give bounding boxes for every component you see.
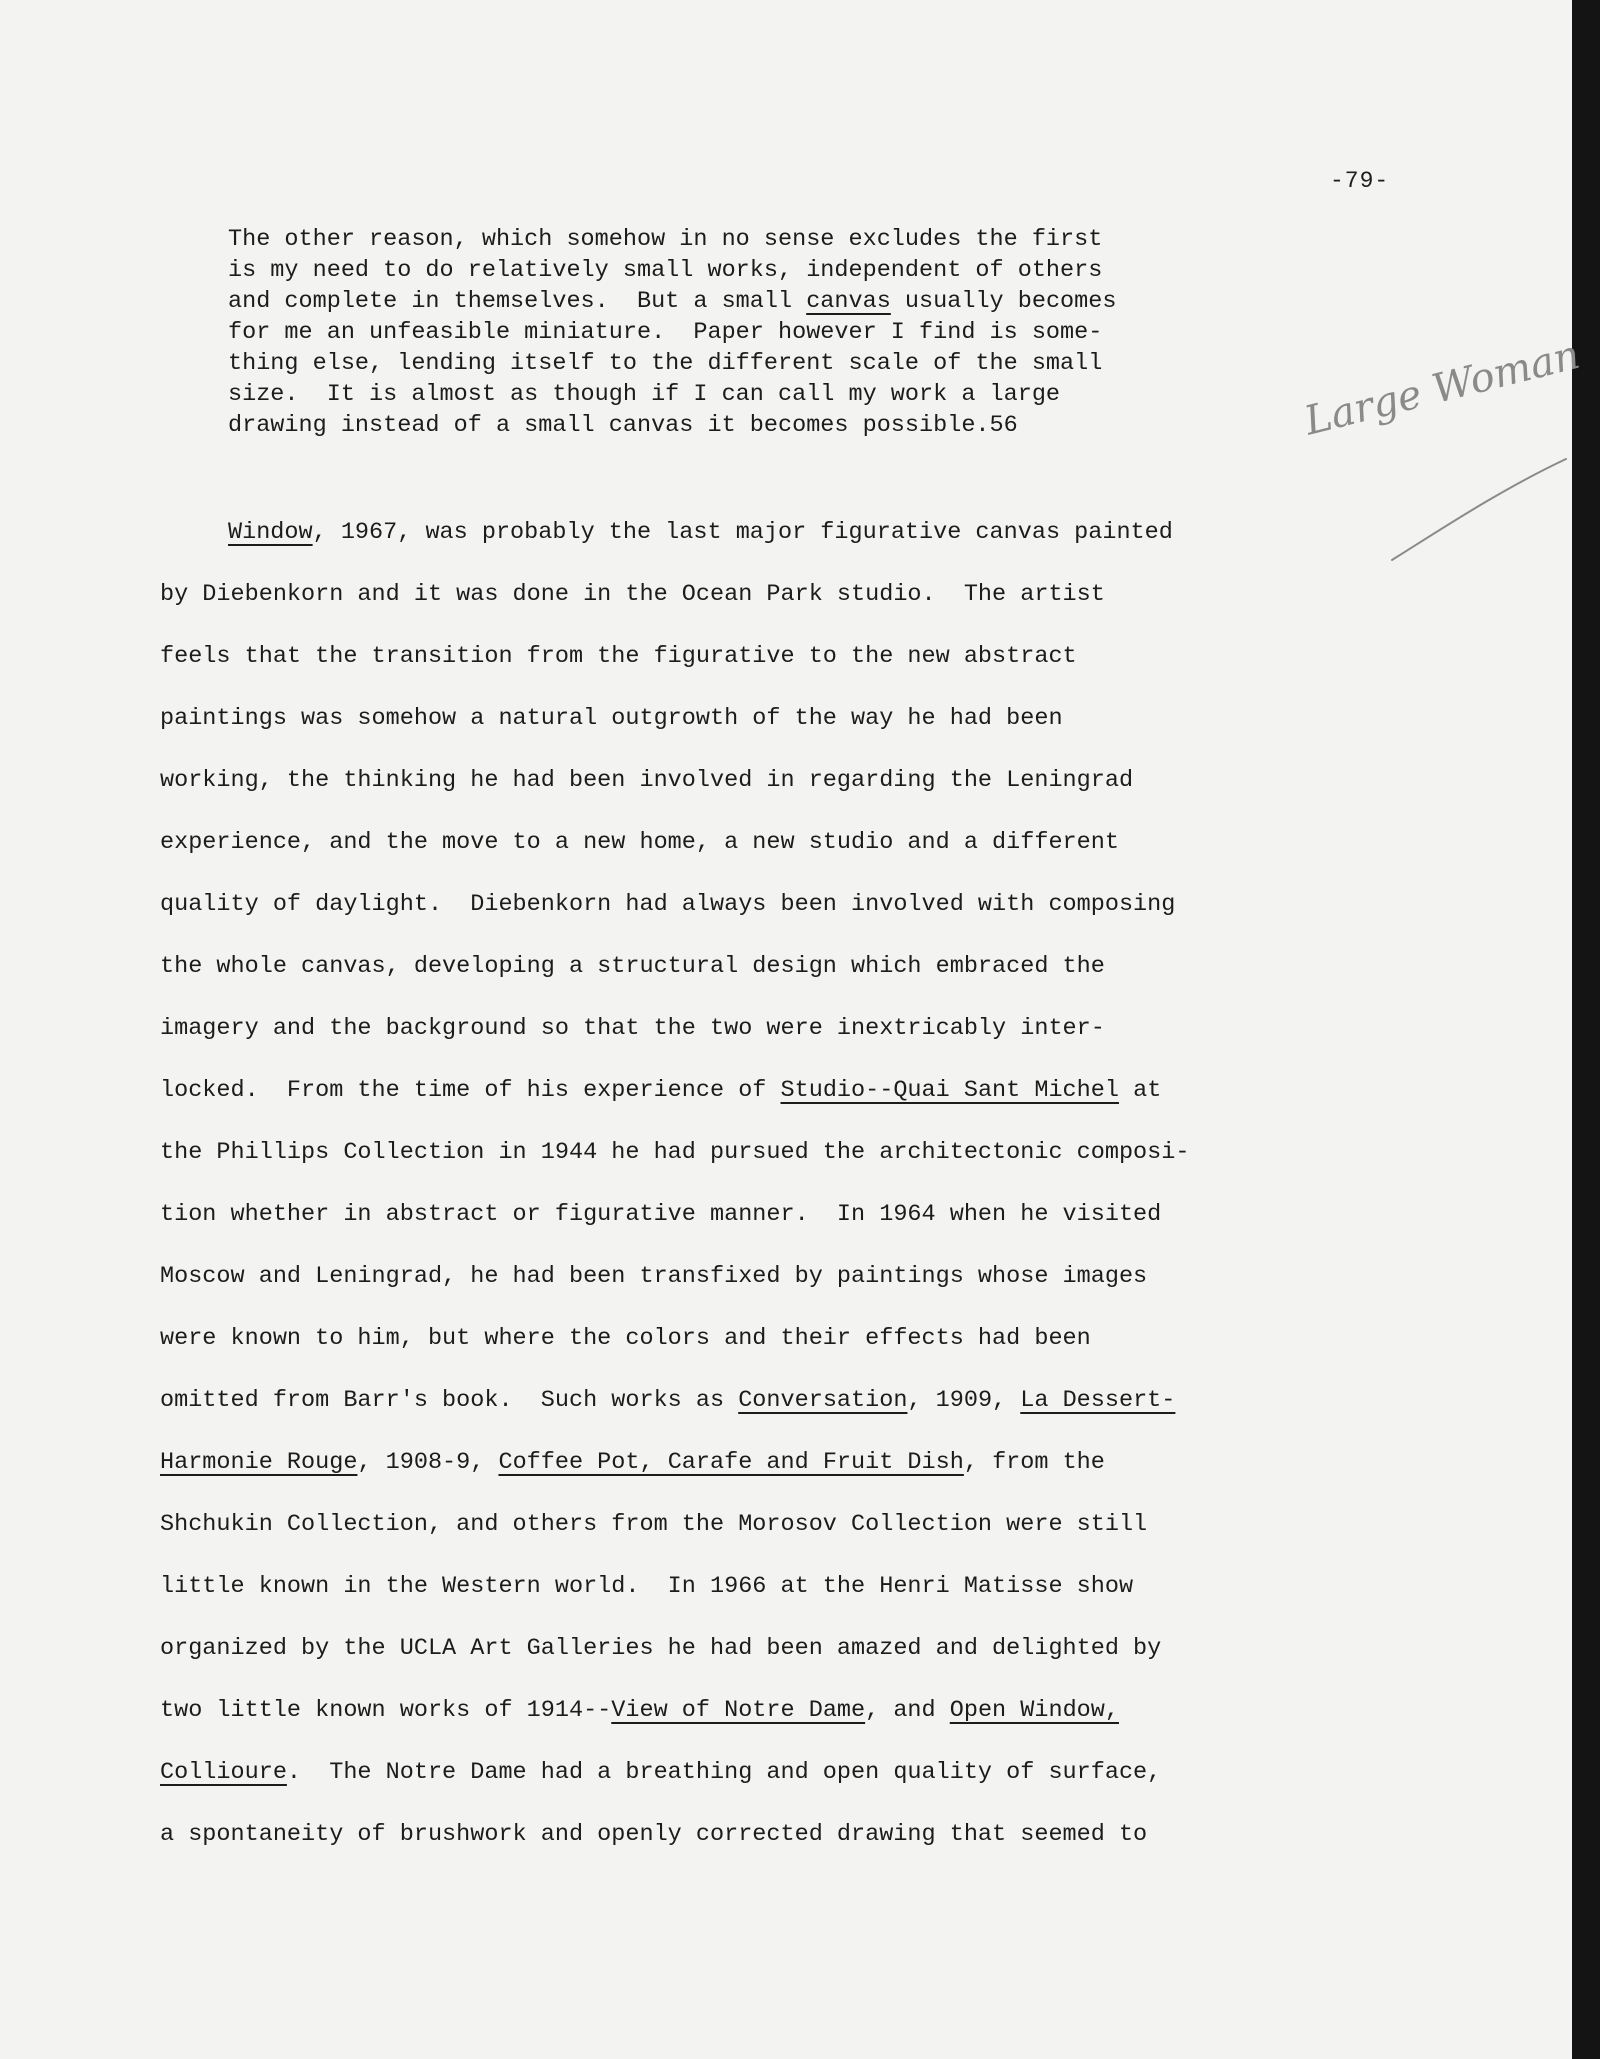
text-run: is my need to do relatively small works, independent of others bbox=[228, 257, 1103, 284]
text-run: paintings was somehow a natural outgrowth of the way he had been bbox=[160, 705, 1063, 732]
underlined-title: Coffee Pot, Carafe and Fruit Dish bbox=[498, 1449, 964, 1476]
text-run: at bbox=[1118, 1077, 1162, 1104]
quote-line bbox=[228, 317, 1348, 348]
text-line bbox=[160, 1184, 1420, 1246]
text-run: organized by the UCLA Art Galleries he had been amazed and delighted by bbox=[160, 1635, 1162, 1662]
text-run: working, the thinking he had been involved in regarding the Leningrad bbox=[160, 767, 1134, 794]
text-run: , from the bbox=[963, 1449, 1105, 1476]
page-number: -79- bbox=[1330, 168, 1390, 194]
underlined-title: Collioure bbox=[160, 1759, 287, 1786]
text-line bbox=[160, 812, 1420, 874]
quote-line bbox=[228, 379, 1348, 410]
text-line bbox=[160, 1060, 1420, 1122]
text-run: The other reason, which somehow in no sense excludes the first bbox=[228, 226, 1103, 253]
text-run: locked. From the time of his experience of bbox=[160, 1077, 781, 1104]
handwritten-annotation: Large Woman bbox=[1300, 331, 1585, 445]
text-run: little known in the Western world. In 1966 at the Henri Matisse show bbox=[160, 1573, 1134, 1600]
text-run: . The Notre Dame had a breathing and open quality of surface, bbox=[286, 1759, 1162, 1786]
block-quote bbox=[228, 224, 1348, 441]
quote-line bbox=[228, 224, 1348, 255]
text-run: , 1909, bbox=[907, 1387, 1021, 1414]
text-run: and complete in themselves. But a small bbox=[228, 288, 807, 315]
text-run: experience, and the move to a new home, a new studio and a different bbox=[160, 829, 1119, 856]
text-run: , 1967, was probably the last major figurative canvas painted bbox=[312, 519, 1173, 546]
text-line bbox=[160, 1246, 1420, 1308]
text-run: drawing instead of a small canvas it becomes possible.56 bbox=[228, 412, 1018, 439]
text-run: usually becomes bbox=[890, 288, 1117, 315]
text-run: imagery and the background so that the two were inextricably inter- bbox=[160, 1015, 1105, 1042]
underlined-title: Window bbox=[228, 519, 313, 546]
underlined-title: canvas bbox=[806, 288, 891, 315]
text-line bbox=[160, 1122, 1420, 1184]
text-run: by Diebenkorn and it was done in the Ocean Park studio. The artist bbox=[160, 581, 1105, 608]
text-line bbox=[160, 1680, 1420, 1742]
quote-line bbox=[228, 255, 1348, 286]
quote-line bbox=[228, 348, 1348, 379]
text-run: omitted from Barr's book. Such works as bbox=[160, 1387, 739, 1414]
body-paragraph bbox=[160, 502, 1420, 1866]
text-run: Shchukin Collection, and others from the Morosov Collection were still bbox=[160, 1511, 1148, 1538]
text-run: feels that the transition from the figurative to the new abstract bbox=[160, 643, 1077, 670]
underlined-title: Conversation bbox=[738, 1387, 908, 1414]
text-line bbox=[160, 1556, 1420, 1618]
text-line bbox=[160, 998, 1420, 1060]
text-line bbox=[160, 750, 1420, 812]
text-line bbox=[160, 502, 1420, 564]
text-line bbox=[160, 1742, 1420, 1804]
text-run: for me an unfeasible miniature. Paper however I find is some- bbox=[228, 319, 1103, 346]
text-run: size. It is almost as though if I can call my work a large bbox=[228, 381, 1061, 408]
underlined-title: View of Notre Dame bbox=[611, 1697, 866, 1724]
text-run: two little known works of 1914-- bbox=[160, 1697, 612, 1724]
text-line bbox=[160, 1494, 1420, 1556]
quote-line bbox=[228, 410, 1348, 441]
underlined-title: La Dessert- bbox=[1020, 1387, 1176, 1414]
text-run: quality of daylight. Diebenkorn had always been involved with composing bbox=[160, 891, 1176, 918]
text-line bbox=[160, 1618, 1420, 1680]
text-run: thing else, lending itself to the different scale of the small bbox=[228, 350, 1103, 377]
text-run: were known to him, but where the colors and their effects had been bbox=[160, 1325, 1091, 1352]
text-line bbox=[160, 1804, 1420, 1866]
underlined-title: Open Window, bbox=[949, 1697, 1119, 1724]
text-run: tion whether in abstract or figurative manner. In 1964 when he visited bbox=[160, 1201, 1162, 1228]
text-line bbox=[160, 1308, 1420, 1370]
text-line bbox=[160, 936, 1420, 998]
text-run: , and bbox=[865, 1697, 950, 1724]
text-run: a spontaneity of brushwork and openly corrected drawing that seemed to bbox=[160, 1821, 1148, 1848]
text-run: , 1908-9, bbox=[357, 1449, 499, 1476]
text-run: the Phillips Collection in 1944 he had pursued the architectonic composi- bbox=[160, 1139, 1190, 1166]
underlined-title: Studio--Quai Sant Michel bbox=[780, 1077, 1119, 1104]
text-line bbox=[160, 1432, 1420, 1494]
underlined-title: Harmonie Rouge bbox=[160, 1449, 358, 1476]
quote-line bbox=[228, 286, 1348, 317]
text-run: Moscow and Leningrad, he had been transfixed by paintings whose images bbox=[160, 1263, 1148, 1290]
text-line bbox=[160, 626, 1420, 688]
text-line bbox=[160, 564, 1420, 626]
text-line bbox=[160, 688, 1420, 750]
text-line bbox=[160, 874, 1420, 936]
text-run: the whole canvas, developing a structural design which embraced the bbox=[160, 953, 1105, 980]
text-line bbox=[160, 1370, 1420, 1432]
